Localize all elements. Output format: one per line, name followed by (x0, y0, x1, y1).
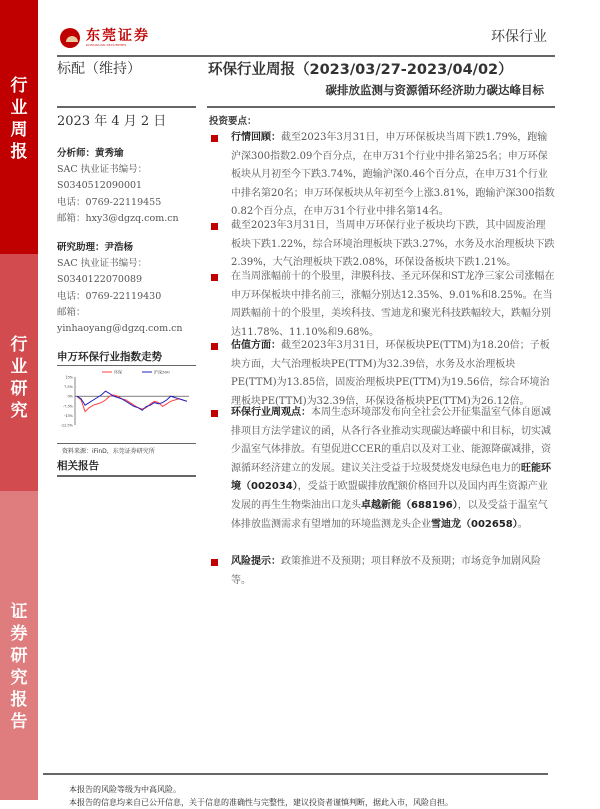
bullet-text: 政策推进不及预期；项目释放不及预期；市场竞争加剧风险等。 (231, 556, 541, 586)
assistant-sac-label: SAC 执业证书编号： (57, 258, 148, 270)
chart-title: 申万环保行业指数走势 (57, 351, 162, 363)
bullet-text: 在当周涨幅前十的个股里，津膜科技、圣元环保和ST龙净三家公司涨幅在申万环保板块中排名前三，涨幅分别达12.35%、9.01%和8.25%。在当周跌幅前十的个股里，美埃科技、雪迪龙和聚光科技跌幅较大，跌幅分别达11.78%、11.10%和9.68%。 (231, 271, 555, 338)
y-tick-label: 7.5% (64, 385, 73, 390)
analyst-phone: 电话：0769-22119455 (57, 196, 162, 208)
legend-label: 环保 (114, 369, 122, 375)
chart-bottom-divider (57, 443, 196, 444)
report-subtitle: 碳排放监测与资源循环经济助力碳达峰目标 (325, 83, 544, 97)
legend-label: 沪深300 (154, 369, 170, 375)
sidebar-label: 行业研究 (10, 335, 28, 421)
bullet-text: 截至2023年3月31日，环保板块PE(TTM)为18.20倍；子板块方面，大气治理板块PE(TTM)为32.39倍，水务及水治理板块PE(TTM)为13.85倍，固废治理板块PE(TTM)为19.56倍，综合环境治理板块PE(TTM)为32.39倍，环保设备板块PE(TTM)为26.12倍。 (231, 340, 550, 407)
bullet-head: 行情回顾： (231, 132, 281, 143)
bullet-head: 估值方面： (231, 340, 281, 351)
key-points-heading: 投资要点： (209, 116, 257, 127)
y-tick-label: 15% (65, 375, 73, 380)
assistant-sac: S0340122070089 (57, 274, 143, 286)
y-tick-label: 0% (67, 394, 73, 399)
series-line-0 (77, 395, 187, 412)
assistant-phone: 电话：0769-22119430 (57, 290, 162, 302)
assistant-email[interactable]: yinhaoyang@dgzq.com.cn (57, 323, 183, 335)
analyst-name: 分析师：黄秀瑜 (57, 148, 124, 159)
bullet-text: ，受益于欧盟碳排放配额价格回升以及国内再生资源产业发展的再生生物柴油出口龙头 (231, 481, 548, 511)
info-disclaimer: 本报告的信息均来自已公开信息，关于信息的准确性与完整性，建议投资者谨慎判断，据此入市，风险自担。 (69, 798, 453, 807)
sidebar-section-industry (0, 254, 38, 491)
logo-icon (60, 28, 80, 48)
stock-pick: 卓越新能（688196） (361, 499, 458, 511)
analyst-email[interactable]: 邮箱：hxy3@dgzq.com.cn (57, 212, 179, 224)
assistant-info (57, 240, 197, 337)
related-reports-heading: 相关报告 (57, 460, 99, 472)
logo-en-text: DONGGUAN SECURITIES (86, 43, 127, 47)
chart-top-divider (57, 365, 196, 366)
rating: 标配（维持） (57, 61, 141, 77)
stock-pick: 旺能环境（002034） (231, 462, 551, 493)
analyst-sac-label: SAC 执业证书编号： (57, 164, 148, 176)
logo-text: 东莞证券 (86, 28, 150, 44)
sector-label: 环保行业 (491, 29, 547, 45)
bullet-text: 。 (517, 518, 528, 530)
stock-pick: 雪迪龙（002658） (431, 518, 518, 530)
index-trend-chart (57, 367, 196, 442)
bullet-text: ，以及受益于温室气体排放监测需求有望增加的环境监测龙头企业 (231, 499, 548, 530)
related-divider (57, 475, 196, 477)
y-tick-label: -7.5% (62, 404, 73, 409)
sidebar-label: 行业周报 (10, 76, 28, 162)
assistant-name: 研究助理：尹浩杨 (57, 242, 134, 253)
header-divider (57, 55, 555, 57)
bullet-market-review (209, 129, 555, 222)
sidebar-label: 证券研究报告 (10, 602, 28, 732)
analyst-sac: S0340512090001 (57, 180, 143, 192)
bullet-head: 风险提示： (231, 556, 281, 567)
report-date: 2023 年 4 月 2 日 (57, 114, 167, 129)
bullet-subsectors (209, 217, 555, 273)
y-tick-label: -22.5% (60, 423, 73, 428)
sidebar-section-weekly (0, 0, 38, 254)
left-divider (57, 106, 196, 108)
bullet-top-movers (209, 268, 555, 342)
disclaimer (69, 783, 453, 809)
company-logo (60, 28, 150, 48)
assistant-email-label: 邮箱： (57, 306, 86, 318)
bullet-valuation (209, 337, 555, 411)
chart-source: 资料来源：iFinD，东莞证券研究所 (62, 448, 155, 455)
sidebar-section-securities (0, 491, 38, 800)
bullet-text: 本周生态环境部发布向全社会公开征集温室气体自愿减排项目方法学建议的函，从各行各业推动实现碳达峰碳中和目标，切实减少温室气体排放。有望促进CCER的重启以及对工业、能源降碳减排，资源循环经济建立的发展。建议关注受益于垃圾焚烧发电绿色电力的 (231, 407, 552, 474)
right-divider (207, 106, 555, 108)
bullet-text: 截至2023年3月31日，当周申万环保行业子板块均下跌，其中固废治理板块下跌1.22%，综合环境治理板块下跌3.27%，水务及水治理板块下跌2.39%，大气治理板块下跌2.08%，环保设备板块下跌1.21%。 (231, 220, 555, 269)
analyst-info (57, 146, 197, 227)
report-title: 环保行业周报（2023/03/27-2023/04/02） (208, 62, 513, 78)
bullet-head: 环保行业周观点： (231, 407, 311, 418)
bullet-text: 截至2023年3月31日，申万环保板块当周下跌1.79%，跑输沪深300指数2.09个百分点，在申万31个行业中排名第25名；申万环保板块从月初至今下跌3.74%，跑输沪深0.46个百分点，在申万31个行业中排名第20名；申万环保板块从年初至今上涨3.81%，跑输沪深300指数0.82个百分点，在申万31个行业中排名第14名。 (231, 132, 555, 218)
footer-divider (43, 773, 548, 775)
series-line-1 (77, 391, 187, 410)
risk-level: 本报告的风险等级为中高风险。 (69, 785, 181, 794)
y-tick-label: -15% (64, 413, 73, 418)
bullet-risk (209, 553, 555, 590)
bullet-weekly-view (209, 404, 555, 534)
